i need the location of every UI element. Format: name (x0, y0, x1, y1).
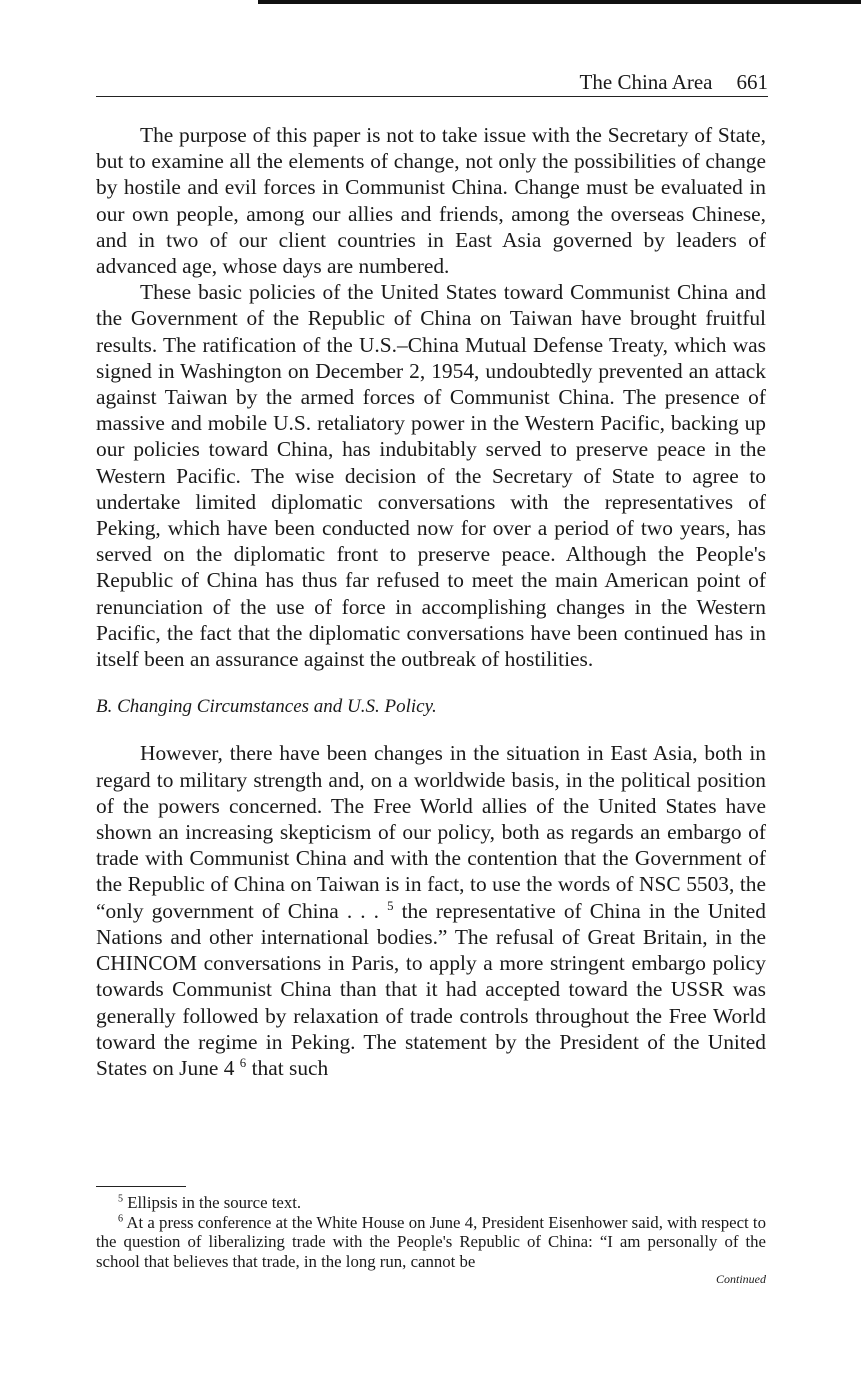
footnote-6-number: 6 (118, 1212, 124, 1224)
paragraph-3-part-2: the representative of China in the United Nations and other international bodies.” The refusal of Great Britain, in the CHINCOM conversations in Paris, to apply a more stringent embargo policy towards Communist China than that it had accepted toward the USSR was generally followed by relaxation of trade controls throughout the Free World toward the regime in Peking. The statement by the President of the United States on June 4 (96, 898, 766, 1080)
paragraph-3-part-3: that such (251, 1055, 329, 1080)
footnote-5-text: Ellipsis in the source text. (127, 1193, 302, 1212)
footnote-ref-6[interactable]: 6 (239, 1055, 247, 1070)
footnote-separator (96, 1186, 186, 1187)
footnotes (96, 1193, 766, 1271)
body-text (96, 122, 766, 1081)
running-title: The China Area (579, 70, 713, 94)
top-border-rule (258, 0, 861, 4)
paragraph-2: These basic policies of the United States toward Communist China and the Government of the Republic of China on Taiwan have brought fruitful results. The ratification of the U.S.–China Mutual Defense Treaty, which was signed in Washington on December 2, 1954, undoubtedly prevented an attack against Taiwan by the armed forces of Communist China. The presence of massive and mobile U.S. retaliatory power in the Western Pacific, backing up our policies toward China, has indubitably served to preserve peace in the Western Pacific. The wise decision of the Secretary of State to agree to undertake limited diplomatic conversations with the representatives of Peking, which have been conducted now for over a period of two years, has served on the diplomatic front to preserve peace. Although the People's Republic of China has thus far refused to meet the main American point of renunciation of the use of force in accomplishing changes in the Western Pacific, the fact that the diplomatic conversations have been continued has in itself been an assurance against the outbreak of hostilities. (96, 280, 766, 672)
footnote-6-text: At a press conference at the White House on June 4, President Eisenhower said, with respect to the question of liberalizing trade with the People's Republic of China: “I am personally of the school that believes that trade, in the long run, cannot be (96, 1212, 766, 1271)
footnote-5 (96, 1193, 766, 1213)
section-heading: B. Changing Circumstances and U.S. Policy. (96, 696, 437, 718)
paragraph-3 (96, 740, 766, 1081)
footnote-5-number: 5 (118, 1193, 124, 1205)
page-number: 661 (736, 70, 768, 94)
continued-label: Continued (716, 1272, 766, 1286)
running-header (96, 68, 768, 97)
footnote-ref-5[interactable]: 5 (387, 898, 394, 913)
footnote-6 (96, 1213, 766, 1272)
paragraph-1: The purpose of this paper is not to take issue with the Secretary of State, but to examine all the elements of change, not only the possibilities of change by hostile and evil forces in Communist China. Change must be evaluated in our own people, among our allies and friends, among the overseas Chinese, and in two of our client countries in East Asia governed by leaders of advanced age, whose days are numbered. (96, 123, 766, 279)
paragraph-3-part-1: However, there have been changes in the situation in East Asia, both in regard to military strength and, on a worldwide basis, in the political position of the powers concerned. The Free World allies of the United States have shown an increasing skepticism of our policy, both as regards an embargo of trade with Communist China and with the contention that the Government of the Republic of China on Taiwan is in fact, to use the words of NSC 5503, the “only government of China . . . (96, 741, 766, 923)
